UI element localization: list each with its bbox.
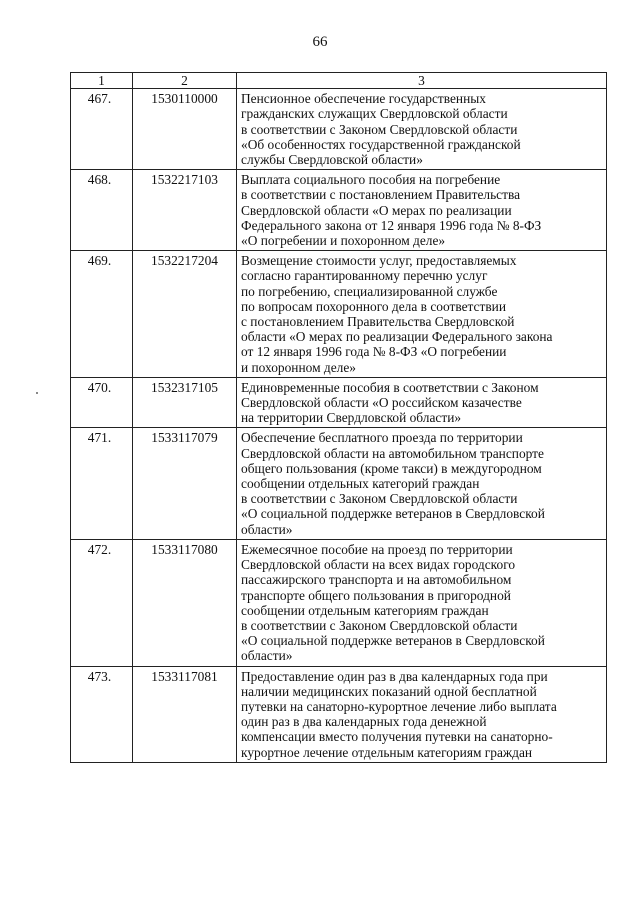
row-number: 467. — [71, 89, 133, 170]
description-line: службы Свердловской области» — [241, 152, 423, 168]
description-line: в соответствии с постановлением Правительства — [241, 187, 521, 203]
description-line: на территории Свердловской области» — [241, 410, 462, 426]
description-line: сообщении отдельных категорий граждан — [241, 476, 480, 492]
item-description — [237, 89, 607, 170]
item-description — [237, 428, 607, 539]
classification-code: 1533117079 — [133, 428, 237, 539]
item-description — [237, 170, 607, 251]
column-header-1: 1 — [71, 73, 133, 89]
item-description — [237, 251, 607, 378]
row-number: 472. — [71, 539, 133, 666]
item-description — [237, 539, 607, 666]
description-line: «О социальной поддержке ветеранов в Свердловской — [241, 506, 545, 522]
description-line: Предоставление один раз в два календарных года при — [241, 668, 548, 684]
row-number: 468. — [71, 170, 133, 251]
classification-code: 1532217204 — [133, 251, 237, 378]
description-line: области «О мерах по реализации Федерального закона — [241, 329, 553, 345]
table-row — [71, 666, 607, 762]
table-row — [71, 170, 607, 251]
table-row — [71, 377, 607, 428]
description-line: в соответствии с Законом Свердловской области — [241, 617, 518, 633]
row-number: 469. — [71, 251, 133, 378]
description-line: Свердловской области «О российском казачестве — [241, 395, 522, 411]
classification-code: 1533117081 — [133, 666, 237, 762]
description-line: «О социальной поддержке ветеранов в Свердловской — [241, 633, 545, 649]
description-line: согласно гарантированному перечню услуг — [241, 268, 488, 284]
description-line: Свердловской области на всех видах городского — [241, 557, 516, 573]
row-number: 470. — [71, 377, 133, 428]
description-line: в соответствии с Законом Свердловской области — [241, 121, 518, 137]
description-line: Возмещение стоимости услуг, предоставляемых — [241, 253, 517, 269]
scan-speck — [36, 392, 38, 394]
description-line: области» — [241, 521, 293, 537]
budget-classification-table — [70, 72, 607, 763]
description-line: по погребению, специализированной службе — [241, 283, 498, 299]
description-line: транспорте общего пользования в пригородной — [241, 587, 511, 603]
page-number: 66 — [312, 34, 328, 50]
description-line: Свердловской области на автомобильном транспорте — [241, 445, 544, 461]
description-line: Федерального закона от 12 января 1996 года № 8-ФЗ — [241, 217, 542, 233]
item-description — [237, 377, 607, 428]
header-row — [71, 73, 607, 89]
description-line: общего пользования (кроме такси) в междугородном — [241, 460, 542, 476]
description-line: Ежемесячное пособие на проезд по территории — [241, 541, 513, 557]
classification-code: 1532217103 — [133, 170, 237, 251]
table-row — [71, 539, 607, 666]
description-line: в соответствии с Законом Свердловской области — [241, 491, 518, 507]
description-line: путевки на санаторно-курортное лечение либо выплата — [241, 698, 557, 714]
description-line: гражданских служащих Свердловской области — [241, 106, 508, 122]
description-line: Единовременные пособия в соответствии с Законом — [241, 379, 539, 395]
description-line: Выплата социального пособия на погребение — [241, 172, 501, 188]
description-line: курортное лечение отдельным категориям граждан — [241, 744, 533, 760]
classification-code: 1530110000 — [133, 89, 237, 170]
description-line: Обеспечение бесплатного проезда по территории — [241, 430, 523, 446]
row-number: 471. — [71, 428, 133, 539]
description-line: пассажирского транспорта и на автомобильном — [241, 572, 512, 588]
description-line: Свердловской области «О мерах по реализации — [241, 202, 512, 218]
item-description — [237, 666, 607, 762]
description-line: один раз в два календарных года денежной — [241, 714, 487, 730]
description-line: «О погребении и похоронном деле» — [241, 233, 446, 249]
description-line: компенсации вместо получения путевки на санаторно- — [241, 729, 553, 745]
description-line: Пенсионное обеспечение государственных — [241, 91, 486, 107]
table-row — [71, 89, 607, 170]
description-line: «Об особенностях государственной гражданской — [241, 136, 521, 152]
description-line: от 12 января 1996 года № 8-ФЗ «О погребении — [241, 344, 507, 360]
column-header-3: 3 — [237, 73, 607, 89]
row-number: 473. — [71, 666, 133, 762]
classification-code: 1533117080 — [133, 539, 237, 666]
classification-code: 1532317105 — [133, 377, 237, 428]
description-line: с постановлением Правительства Свердловской — [241, 314, 515, 330]
description-line: наличии медицинских показаний одной бесплатной — [241, 683, 537, 699]
description-line: сообщении отдельным категориям граждан — [241, 602, 489, 618]
table-row — [71, 428, 607, 539]
table-row — [71, 251, 607, 378]
description-line: и похоронном деле» — [241, 359, 356, 375]
column-header-2: 2 — [133, 73, 237, 89]
description-line: по вопросам похоронного дела в соответствии — [241, 298, 506, 314]
description-line: области» — [241, 648, 293, 664]
